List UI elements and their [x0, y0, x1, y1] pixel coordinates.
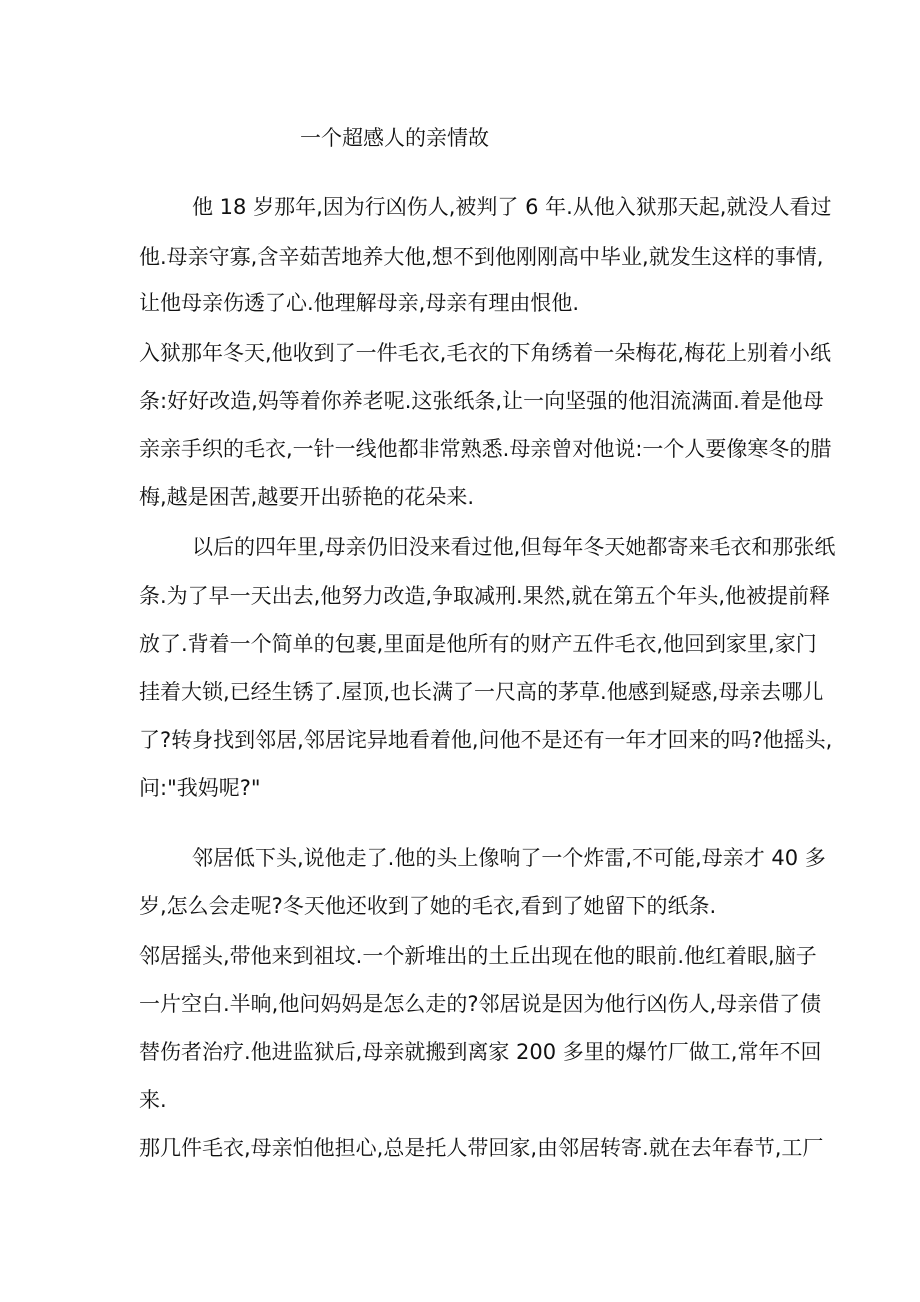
paragraph-line: 亲亲手织的毛衣,一针一线他都非常熟悉.母亲曾对他说:一个人要像寒冬的腊	[139, 437, 832, 461]
paragraph-line: 一片空白.半晌,他问妈妈是怎么走的?邻居说是因为他行凶伤人,母亲借了债	[139, 992, 822, 1016]
document-title: 一个超感人的亲情故	[300, 126, 489, 150]
paragraph-line: 那几件毛衣,母亲怕他担心,总是托人带回家,由邻居转寄.就在去年春节,工厂	[139, 1136, 824, 1160]
paragraph-line: 他 18 岁那年,因为行凶伤人,被判了 6 年.从他入狱那天起,就没人看过	[192, 195, 832, 219]
paragraph-line: 入狱那年冬天,他收到了一件毛衣,毛衣的下角绣着一朵梅花,梅花上别着小纸	[139, 341, 832, 365]
paragraph-line: 条.为了早一天出去,他努力改造,争取减刑.果然,就在第五个年头,他被提前释	[139, 584, 831, 608]
paragraph-line: 让他母亲伤透了心.他理解母亲,母亲有理由恨他.	[139, 291, 580, 315]
paragraph-line: 替伤者治疗.他进监狱后,母亲就搬到离家 200 多里的爆竹厂做工,常年不回	[139, 1040, 822, 1064]
paragraph-line: 岁,怎么会走呢?冬天他还收到了她的毛衣,看到了她留下的纸条.	[139, 894, 717, 918]
paragraph-line: 邻居低下头,说他走了.他的头上像响了一个炸雷,不可能,母亲才 40 多	[192, 846, 826, 870]
paragraph-line: 来.	[139, 1088, 167, 1112]
paragraph-line: 他.母亲守寡,含辛茹苦地养大他,想不到他刚刚高中毕业,就发生这样的事情,	[139, 245, 824, 269]
paragraph-line: 条:好好改造,妈等着你养老呢.这张纸条,让一向坚强的他泪流满面.着是他母	[139, 389, 824, 413]
paragraph-line: 问:"我妈呢?"	[139, 776, 261, 800]
paragraph-line: 挂着大锁,已经生锈了.屋顶,也长满了一尺高的茅草.他感到疑惑,母亲去哪儿	[139, 680, 824, 704]
paragraph-line: 了?转身找到邻居,邻居诧异地看着他,问他不是还有一年才回来的吗?他摇头,	[139, 728, 833, 752]
paragraph-line: 邻居摇头,带他来到祖坟.一个新堆出的土丘出现在他的眼前.他红着眼,脑子	[139, 944, 817, 968]
paragraph-line: 放了.背着一个简单的包裹,里面是他所有的财产五件毛衣,他回到家里,家门	[139, 632, 817, 656]
paragraph-line: 以后的四年里,母亲仍旧没来看过他,但每年冬天她都寄来毛衣和那张纸	[192, 535, 836, 559]
paragraph-line: 梅,越是困苦,越要开出骄艳的花朵来.	[139, 485, 475, 509]
